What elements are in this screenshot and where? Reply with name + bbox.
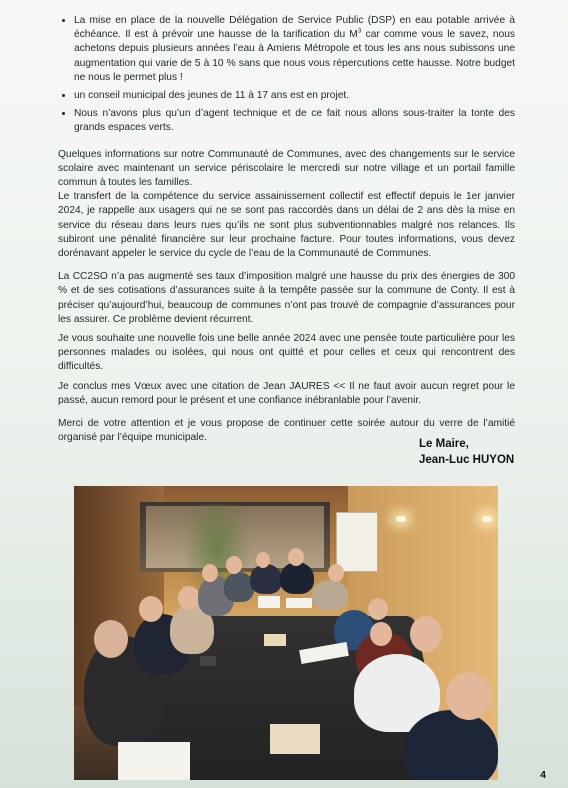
photo-person	[312, 580, 348, 610]
superscript: 3	[357, 27, 362, 35]
photo-person-head	[256, 552, 270, 568]
photo-lamp	[482, 516, 492, 522]
signature-title: Le Maire,	[419, 438, 469, 450]
paragraph: Merci de votre attention et je vous propose de continuer cette soirée autour du verre de l’amitié organisé par l’équipe municipale.	[58, 418, 515, 444]
photo-paper-board	[336, 512, 378, 572]
bullet-text-cont: car comme vous le savez, nous achetons depuis plusieurs années l’eau à Amiens Métropole et tous les ans nous subissons une augmentation qui varie de 5 à 10 % sans que nous vous répercutions cette hausse. Notre budget ne nous le permet plus !	[74, 29, 516, 83]
signature-name: Jean-Luc HUYON	[419, 454, 515, 466]
photo-paper	[118, 742, 190, 780]
page-number: 4	[540, 769, 546, 781]
photo-person-head	[368, 598, 388, 620]
photo-person-head	[139, 596, 163, 622]
photo-lamp	[396, 516, 406, 522]
council-meeting-photo	[74, 486, 498, 780]
photo-person-head	[202, 564, 218, 582]
photo-person	[280, 562, 314, 594]
paragraph: Je vous souhaite une nouvelle fois une belle année 2024 avec une pensée toute particulière pour les personnes malades ou isolées, qui nous ont quitté et pour celles et ceux qui rencontrent des difficultés.	[58, 333, 515, 373]
bullet-text: Nous n’avons plus qu’un d’agent technique et de ce fait nous allons sous-traiter la tonte des grands espaces verts.	[74, 108, 515, 134]
photo-paper	[258, 596, 280, 608]
bullet-list	[58, 14, 515, 136]
photo-person-head	[94, 620, 128, 658]
paragraph: Quelques informations sur notre Communauté de Communes, avec des changements sur le service scolaire avec maintenant un service périscolaire le mercredi sur notre village et un portail famille commun à toutes les familles. Le transfert de la compétence du service assainissement collectif est effectif depuis le 1er janvier 2024, je rappelle aux usagers qui ne se sont pas raccordés dans un délai de 2 ans dès la mise en service du réseau dans leurs rues qu’ils ne sont plus subventionnables malgré nos relances. Ils subiront une pénalité financière sur leur prochaine facture. Pour toutes informations, vous devez dorénavant appeler le service du cycle de l’eau de la Communauté de Communes.	[58, 148, 515, 260]
photo-person-head	[446, 672, 492, 720]
bullet-item	[74, 107, 515, 135]
photo-person-head	[328, 564, 344, 582]
bullet-item	[74, 89, 515, 103]
photo-person-head	[370, 622, 392, 646]
bullet-text: un conseil municipal des jeunes de 11 à 17 ans est en projet.	[74, 90, 350, 102]
photo-paper	[264, 634, 286, 646]
photo-phone	[200, 656, 216, 666]
photo-person-head	[178, 586, 200, 610]
paragraph: La CC2SO n’a pas augmenté ses taux d’imposition malgré une hausse du prix des énergies de 300 % et de ses cotisations d’assurances suite à la tempête passée sur la commune de Conty. Il est à préciser qu’aujourd’hui, beaucoup de communes n’ont pas trouvé de compagnie d’assurances pour les assurer. Ce problème devient récurrent.	[58, 271, 515, 325]
paragraph: Je conclus mes Vœux avec une citation de Jean JAURES << Il ne faut avoir aucun regret pour le passé, aucun remord pour le présent et une confiance inébranlable pour l’avenir.	[58, 380, 515, 406]
photo-person	[250, 564, 282, 594]
bullet-text: La mise en place de la nouvelle Délégation de Service Public (DSP) en eau potable arrivée à échéance. Il est à prévoir une hausse de la tarification du M	[74, 15, 515, 41]
photo-paper	[270, 724, 320, 754]
photo-paper	[286, 598, 312, 608]
photo-person-head	[410, 616, 442, 652]
bullet-item	[74, 14, 515, 85]
photo-person-head	[226, 556, 242, 574]
photo-person	[404, 710, 498, 780]
letter-body	[58, 14, 515, 450]
signature-block	[419, 436, 514, 468]
photo-person-head	[288, 548, 304, 566]
